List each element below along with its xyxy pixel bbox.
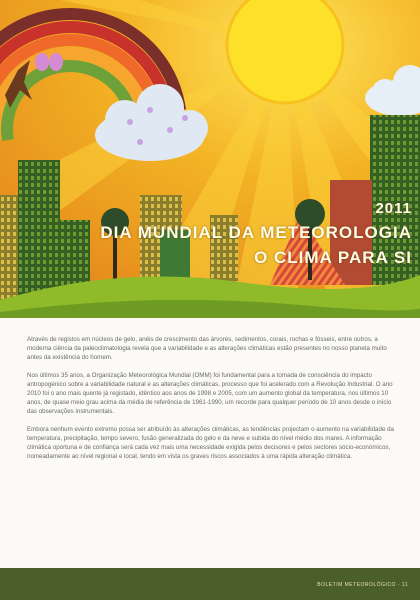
page-subtitle: O CLIMA PARA SI [254,248,412,267]
page-footer [0,568,420,600]
page-title: DIA MUNDIAL DA METEOROLOGIA [100,223,412,242]
title-block [100,198,412,270]
building [18,160,60,305]
title-kicker: 2011 [375,200,412,217]
footer-label: BOLETIM METEOROLÓGICO · 11 [317,582,408,588]
article-body [27,335,397,470]
paragraph: Nos últimos 35 anos, a Organização Meteorológica Mundial (OMM) foi fundamental para a tomada de consciência do impacto antropogénico sobre a variabilidade natural e as alterações climáticas, processo que foi acelerado com a Revolução Industrial. O ano 2010 foi o ano mais quente já registado, idêntico aos anos de 1998 e 2005, com um aumento global da temperatura, nos últimos 10 anos, de quase meio grau acima da média de referência de 1961-1990, um recorde para qualquer período de 10 anos desde o início das observações instrumentais. [27,372,393,415]
paragraph: Através de registos em núcleos de gelo, anéis de crescimento das árvores, sedimentos, corais, rochas e fósseis, entre outros, a moderna ciência da paleoclimatologia revela que a variabilidade e as alterações climáticas estão presentes no nosso planeta muito antes da existência do homem. [27,336,387,361]
paragraph: Embora nenhum evento extremo possa ser atribuído às alterações climáticas, as tendências projectam o aumento na variabilidade da temperatura, precipitação, tempo severo, fusão generalizada do gelo e da neve e subida do nível médio dos mares. A informação climática oportuna e de confiança será cada vez mais uma necessidade exigida pelos decisores e pelos sectores sócio-económicos, nomeadamente ao nível regional e local, tendo em vista os graves riscos associados à uma rápida alteração climática. [27,426,394,460]
